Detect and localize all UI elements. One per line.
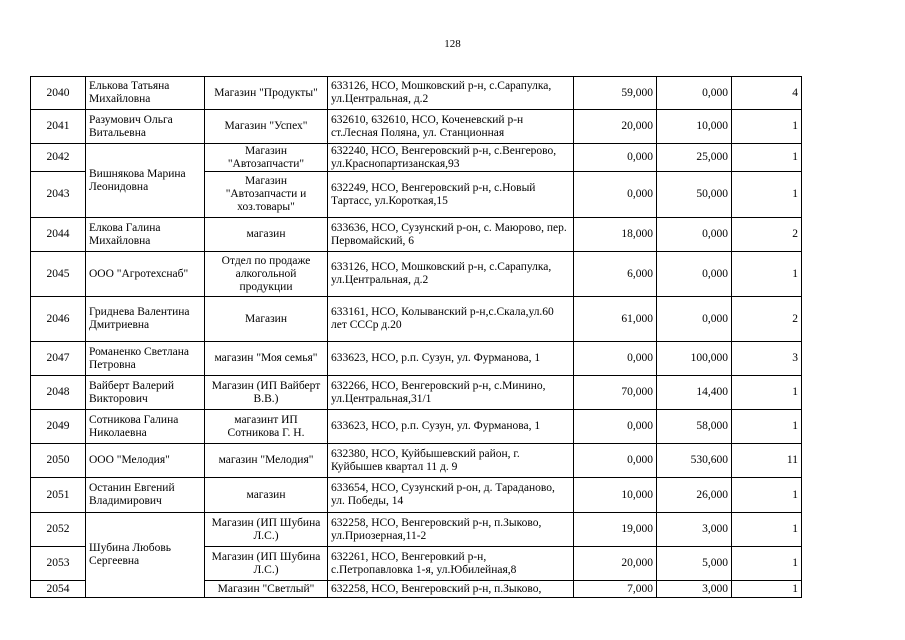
value-1: 20,000: [574, 547, 657, 581]
store-name: Магазин "Успех": [205, 110, 328, 144]
license-registry-table: [30, 76, 802, 598]
value-3: 1: [732, 376, 802, 410]
value-3: 2: [732, 297, 802, 342]
table-row: [31, 144, 802, 172]
store-name: Магазин (ИП Вайберт В.В.): [205, 376, 328, 410]
store-address: 633636, НСО, Сузунский р-он, с. Маюрово, пер. Первомайский, 6: [328, 218, 574, 252]
store-name: магазинт ИП Сотникова Г. Н.: [205, 410, 328, 444]
store-name: Магазин "Автозапчасти и хоз.товары": [205, 172, 328, 218]
store-name: Магазин (ИП Шубина Л.С.): [205, 513, 328, 547]
page-number: 128: [444, 38, 461, 50]
row-number: 2050: [31, 444, 86, 478]
value-1: 7,000: [574, 581, 657, 598]
store-address: 633126, НСО, Мошковский р-н, с.Сарапулка, ул.Центральная, д.2: [328, 77, 574, 110]
row-number: 2046: [31, 297, 86, 342]
store-address: 632380, НСО, Куйбышевский район, г. Куйбышев квартал 11 д. 9: [328, 444, 574, 478]
value-3: 1: [732, 252, 802, 297]
row-number: 2048: [31, 376, 86, 410]
value-1: 6,000: [574, 252, 657, 297]
row-number: 2049: [31, 410, 86, 444]
row-number: 2043: [31, 172, 86, 218]
store-name: магазин: [205, 478, 328, 513]
store-address: 632258, НСО, Венгеровский р-н, п.Зыково, ул.Приозерная,11-2: [328, 513, 574, 547]
store-address: 633126, НСО, Мошковский р-н, с.Сарапулка, ул.Центральная, д.2: [328, 252, 574, 297]
value-1: 10,000: [574, 478, 657, 513]
table-row: [31, 376, 802, 410]
owner-name: Елкова Галина Михайловна: [86, 218, 205, 252]
value-1: 59,000: [574, 77, 657, 110]
store-address: 632240, НСО, Венгеровский р-н, с.Венгерово, ул.Краснопартизанская,93: [328, 144, 574, 172]
table-row: [31, 444, 802, 478]
value-2: 5,000: [657, 547, 732, 581]
value-3: 1: [732, 478, 802, 513]
table-row: [31, 297, 802, 342]
value-2: 50,000: [657, 172, 732, 218]
store-address: 632261, НСО, Венгеровкий р-н, с.Петропавловка 1-я, ул.Юбилейная,8: [328, 547, 574, 581]
value-3: 3: [732, 342, 802, 376]
owner-name: Елькова Татьяна Михайловна: [86, 77, 205, 110]
value-2: 0,000: [657, 252, 732, 297]
row-number: 2052: [31, 513, 86, 547]
row-number: 2040: [31, 77, 86, 110]
store-address: 633654, НСО, Сузунский р-он, д. Тараданово, ул. Победы, 14: [328, 478, 574, 513]
table-row: [31, 478, 802, 513]
value-3: 4: [732, 77, 802, 110]
value-1: 19,000: [574, 513, 657, 547]
value-1: 20,000: [574, 110, 657, 144]
row-number: 2045: [31, 252, 86, 297]
store-name: Магазин "Светлый": [205, 581, 328, 598]
store-name: магазин: [205, 218, 328, 252]
value-3: 1: [732, 110, 802, 144]
owner-name: Останин Евгений Владимирович: [86, 478, 205, 513]
value-2: 14,400: [657, 376, 732, 410]
value-2: 26,000: [657, 478, 732, 513]
store-name: магазин "Мелодия": [205, 444, 328, 478]
value-3: 1: [732, 144, 802, 172]
store-address: 633623, НСО, р.п. Сузун, ул. Фурманова, 1: [328, 410, 574, 444]
store-name: Магазин "Продукты": [205, 77, 328, 110]
value-3: 1: [732, 547, 802, 581]
value-2: 0,000: [657, 297, 732, 342]
value-3: 1: [732, 513, 802, 547]
table-row: [31, 110, 802, 144]
table-row: [31, 513, 802, 547]
value-3: 1: [732, 172, 802, 218]
table-row: [31, 77, 802, 110]
table-row: [31, 342, 802, 376]
store-name: магазин "Моя семья": [205, 342, 328, 376]
store-address: 632249, НСО, Венгеровский р-н, с.Новый Тартасс, ул.Короткая,15: [328, 172, 574, 218]
value-2: 0,000: [657, 77, 732, 110]
store-name: Магазин (ИП Шубина Л.С.): [205, 547, 328, 581]
value-3: 1: [732, 581, 802, 598]
owner-name: Разумович Ольга Витальевна: [86, 110, 205, 144]
value-3: 11: [732, 444, 802, 478]
owner-name: Романенко Светлана Петровна: [86, 342, 205, 376]
row-number: 2054: [31, 581, 86, 598]
store-address: 632258, НСО, Венгеровский р-н, п.Зыково,: [328, 581, 574, 598]
value-2: 25,000: [657, 144, 732, 172]
store-address: 633623, НСО, р.п. Сузун, ул. Фурманова, 1: [328, 342, 574, 376]
value-1: 0,000: [574, 342, 657, 376]
value-2: 58,000: [657, 410, 732, 444]
owner-name: Шубина Любовь Сергеевна: [86, 513, 205, 598]
value-1: 0,000: [574, 410, 657, 444]
value-1: 0,000: [574, 144, 657, 172]
store-address: 632610, 632610, НСО, Коченевский р-н ст.Лесная Поляна, ул. Станционная: [328, 110, 574, 144]
store-name: Магазин: [205, 297, 328, 342]
owner-name: Сотникова Галина Николаевна: [86, 410, 205, 444]
owner-name: Вайберт Валерий Викторович: [86, 376, 205, 410]
store-address: 633161, НСО, Колыванский р-н,с.Скала,ул.60 лет СССр д.20: [328, 297, 574, 342]
table-row: [31, 218, 802, 252]
row-number: 2047: [31, 342, 86, 376]
value-2: 100,000: [657, 342, 732, 376]
store-name: Магазин "Автозапчасти": [205, 144, 328, 172]
value-3: 2: [732, 218, 802, 252]
value-2: 3,000: [657, 513, 732, 547]
value-2: 530,600: [657, 444, 732, 478]
owner-name: Вишнякова Марина Леонидовна: [86, 144, 205, 218]
value-2: 10,000: [657, 110, 732, 144]
row-number: 2051: [31, 478, 86, 513]
value-1: 0,000: [574, 172, 657, 218]
owner-name: ООО "Мелодия": [86, 444, 205, 478]
store-address: 632266, НСО, Венгеровский р-н, с.Минино, ул.Центральная,31/1: [328, 376, 574, 410]
row-number: 2042: [31, 144, 86, 172]
value-2: 3,000: [657, 581, 732, 598]
owner-name: Гриднева Валентина Дмитриевна: [86, 297, 205, 342]
store-name: Отдел по продаже алкогольной продукции: [205, 252, 328, 297]
row-number: 2041: [31, 110, 86, 144]
value-1: 70,000: [574, 376, 657, 410]
value-1: 61,000: [574, 297, 657, 342]
owner-name: ООО "Агротехснаб": [86, 252, 205, 297]
row-number: 2053: [31, 547, 86, 581]
table-row: [31, 410, 802, 444]
value-1: 18,000: [574, 218, 657, 252]
value-3: 1: [732, 410, 802, 444]
value-1: 0,000: [574, 444, 657, 478]
value-2: 0,000: [657, 218, 732, 252]
row-number: 2044: [31, 218, 86, 252]
table-row: [31, 252, 802, 297]
